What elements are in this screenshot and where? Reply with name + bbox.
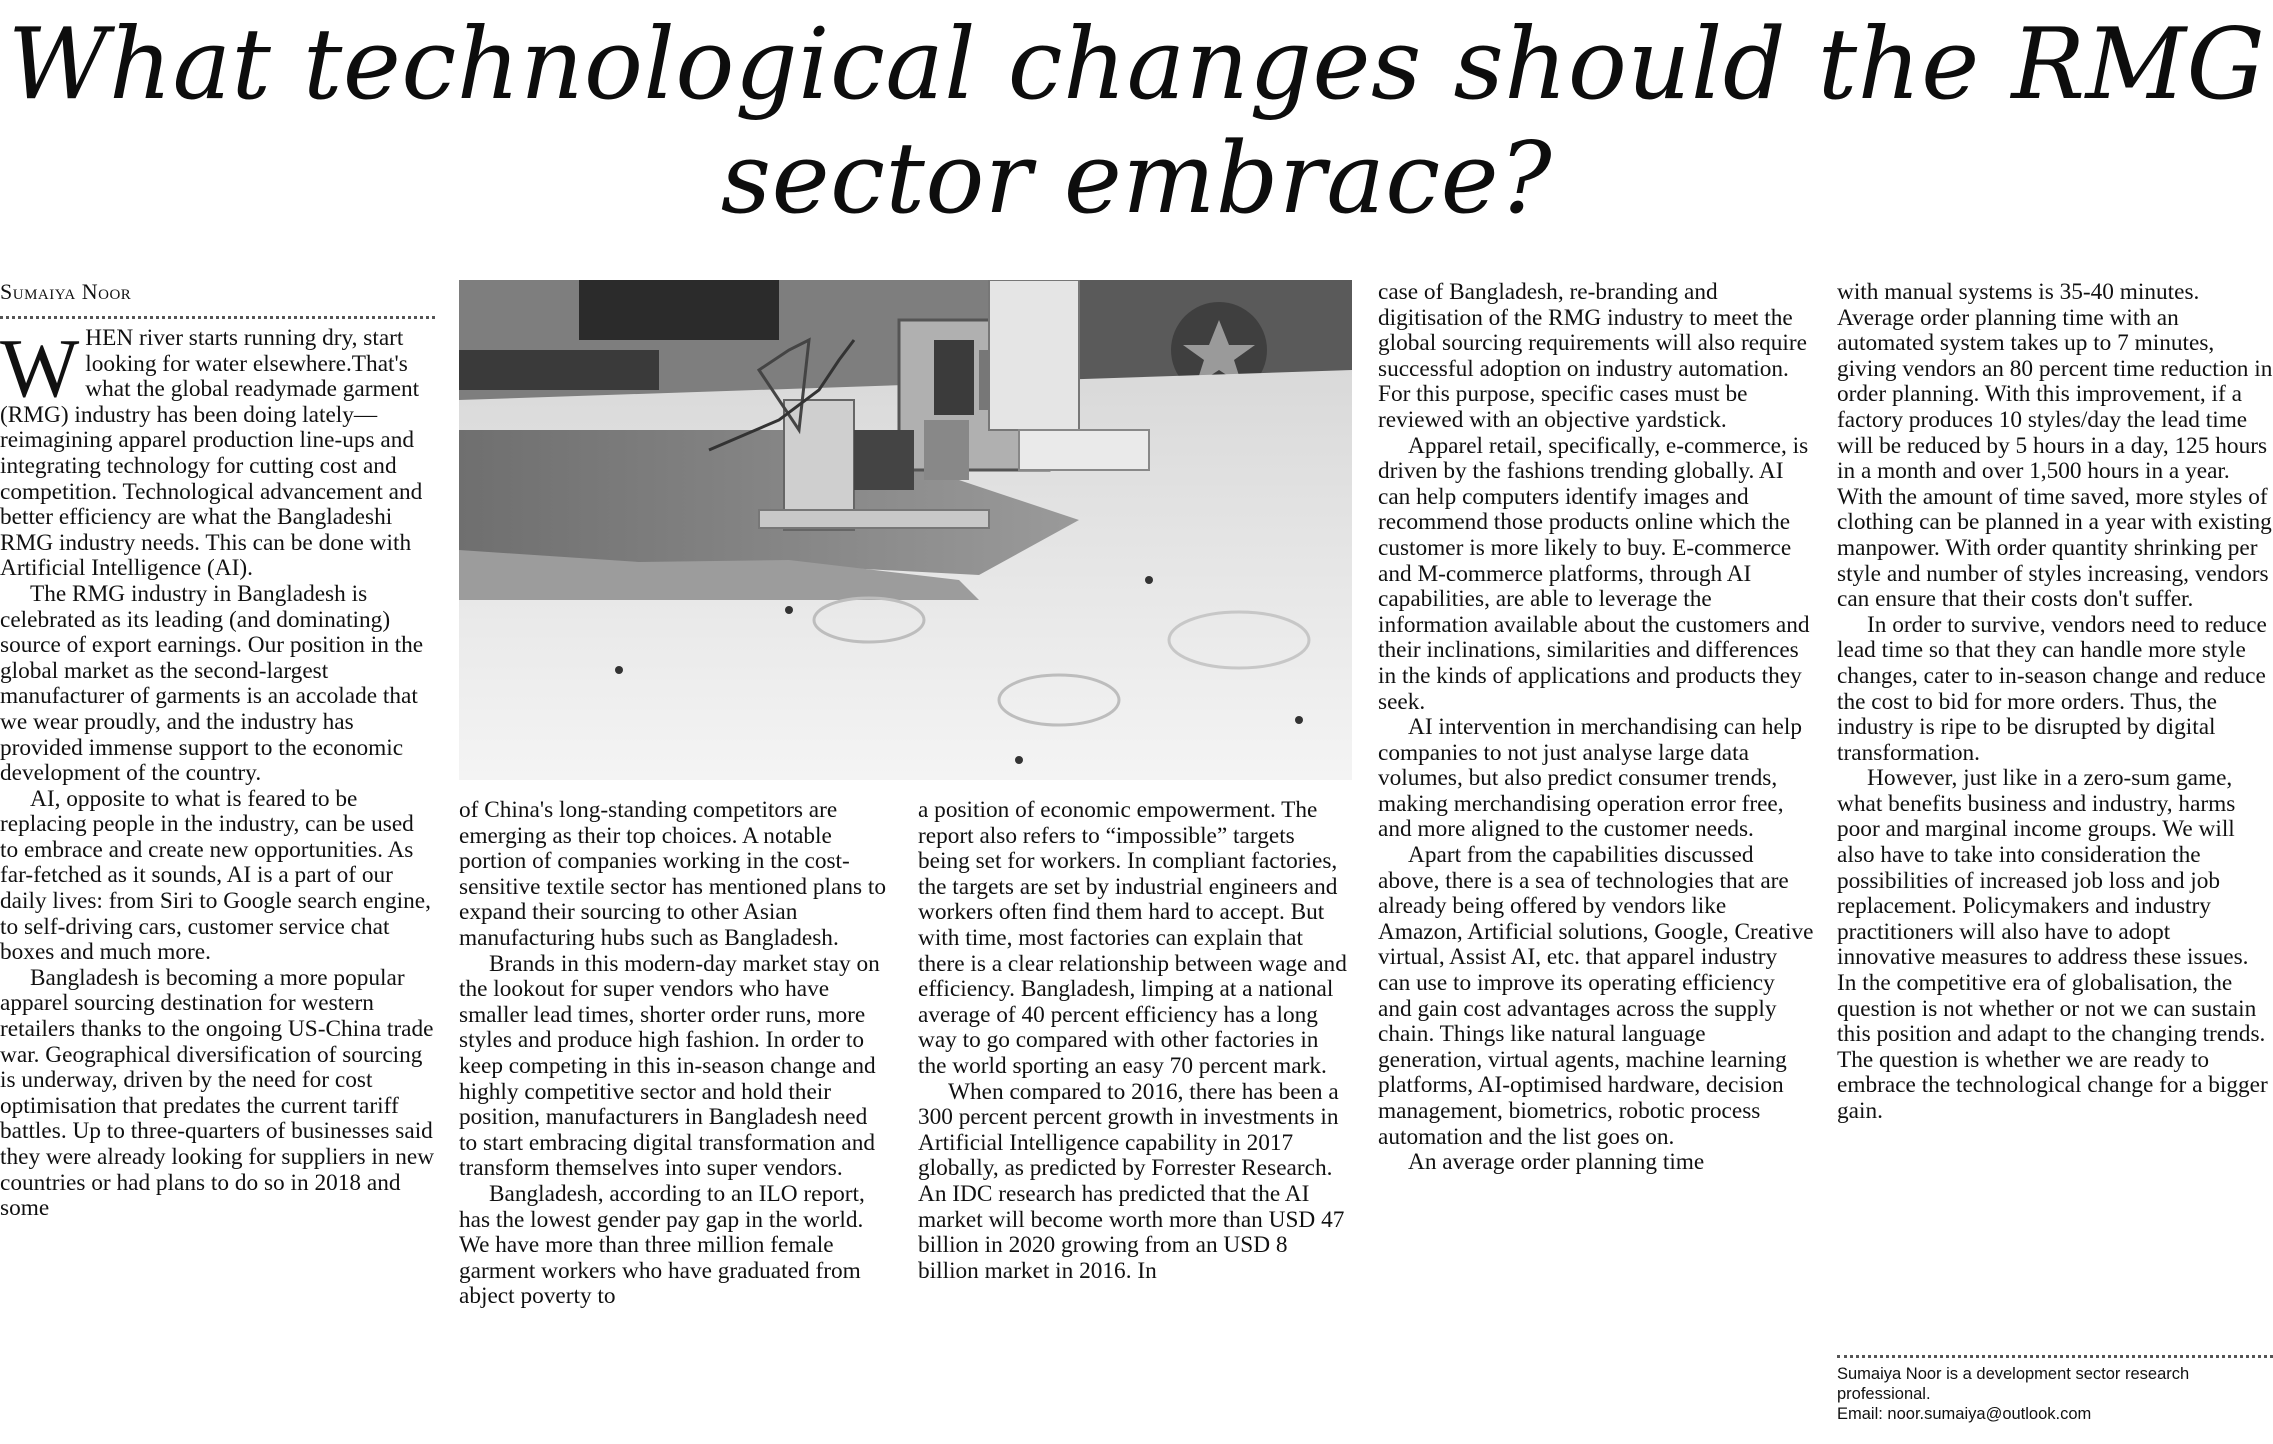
author-email: Email: noor.sumaiya@outlook.com — [1837, 1405, 2092, 1423]
article-column-2 — [459, 798, 891, 1310]
paragraph: The RMG industry in Bangladesh is celebrated as its leading (and dominating) source of export earnings. Our position in the global market as the second-largest manufacturer of garments is an accolade that we wear proudly, and the industry has provided immense support to the economic development of the country. — [0, 580, 424, 787]
paragraph: An average order planning time — [1408, 1149, 1705, 1176]
paragraph: When compared to 2016, there has been a 300 percent percent growth in investments in Artificial Intelligence capability in 2017 globally, as predicted by Forrester Research. An IDC research has predicted that the AI market will become worth more than USD 47 billion in 2020 growing from an USD 8 billion market in 2016. In — [918, 1078, 1345, 1284]
sewing-machine-photo — [459, 280, 1352, 780]
paragraph: Bangladesh, according to an ILO report, has the lowest gender pay gap in the world. We have more than three million female garment workers who have graduated from abject poverty to — [459, 1180, 865, 1310]
paragraph: a position of economic empowerment. The report also refers to “impossible” targets being set for workers. In compliant factories, the targets are set by industrial engineers and workers often find them hard to accept. But with time, most factories can explain that there is a clear relationship between wage and efficiency. Bangladesh, limping at a national average of 40 percent efficiency has a long way to go compared with other factories in the world sporting an easy 70 percent mark. — [918, 797, 1347, 1079]
article-column-4 — [1378, 280, 1814, 1176]
paragraph: Brands in this modern-day market stay on the lookout for super vendors who have smaller lead times, shorter order runs, more styles and produce high fashion. In order to keep competing in this in-season change and highly competitive sector and hold their position, manufacturers in Bangladesh need to start embracing digital transformation and transform themselves into super vendors. — [459, 950, 880, 1182]
author-bio — [1837, 1355, 2273, 1424]
article-column-5 — [1837, 280, 2273, 1125]
paragraph-text: HEN river starts running dry, start looking for water elsewhere.That's what the global readymade garment (RMG) industry has been doing lately—reimagining apparel production line-ups and integrating technology for cutting cost and competition. Technological advancement and better efficiency are what the Bangladeshi RMG industry needs. This can be done with Artificial Intelligence (AI). — [0, 325, 423, 582]
paragraph: Apart from the capabilities discussed above, there is a sea of technologies that are already being offered by vendors like Amazon, Artificial solutions, Google, Creative virtual, Assist AI, etc. that apparel industry can use to improve its operating efficiency and gain cost advantages across the supply chain. Things like natural language generation, virtual agents, machine learning platforms, AI-optimised hardware, decision management, biometrics, robotic process automation and the list goes on. — [1378, 842, 1814, 1150]
paragraph: of China's long-standing competitors are emerging as their top choices. A notable portion of companies working in the cost-sensitive textile sector has mentioned plans to expand their sourcing to other Asian manufacturing hubs such as Bangladesh. — [459, 797, 887, 951]
paragraph: However, just like in a zero-sum game, what benefits business and industry, harms poor and marginal income groups. We will also have to take into consideration the possibilities of increased job loss and job replacement. Policymakers and industry practitioners will also have to adopt innovative measures to address these issues. In the competitive era of globalisation, the question is not whether or not we can sustain this position and adapt to the changing trends. The question is whether we are ready to embrace the technological change for a bigger gain. — [1837, 765, 2268, 1124]
article-column-3 — [918, 798, 1350, 1284]
paragraph: case of Bangladesh, re-branding and digitisation of the RMG industry to meet the global sourcing requirements will also require successful adoption on industry automation. For this purpose, specific cases must be reviewed with an objective yardstick. — [1378, 279, 1807, 433]
paragraph: AI, opposite to what is feared to be replacing people in the industry, can be used to embrace and create new opportunities. As far-fetched as it sounds, AI is a part of our daily lives: from Siri to Google search engine, to self-driving cars, customer service chat boxes and much more. — [0, 785, 431, 966]
paragraph: In order to survive, vendors need to reduce lead time so that they can handle more style changes, cater to in-season change and reduce the cost to bid for more orders. Thus, the industry is ripe to be disrupted by digital transformation. — [1837, 611, 2267, 766]
byline-block — [0, 278, 435, 319]
byline: Sumaiya Noor — [0, 279, 132, 304]
paragraph: AI intervention in merchandising can help companies to not just analyse large data volumes, but also predict consumer trends, making merchandising operation error free, and more aligned to the customer needs. — [1378, 714, 1802, 843]
headline: What technological changes should the RMG sector embrace? — [7, 8, 2266, 236]
author-bio-text: Sumaiya Noor is a development sector research professional. — [1837, 1365, 2190, 1403]
article-column-1 — [0, 322, 435, 1222]
paragraph: with manual systems is 35-40 minutes. Average order planning time with an automated system takes up to 7 minutes, giving vendors an 80 percent time reduction in order planning. With this improvement, if a factory produces 10 styles/day the lead time will be reduced by 5 hours in a day, 125 hours in a month and over 1,500 hours in a year. With the amount of time saved, more styles of clothing can be planned in a year with existing manpower. With order quantity shrinking per style and number of styles increasing, vendors can ensure that their costs don't suffer. — [1837, 279, 2273, 613]
paragraph: Bangladesh is becoming a more popular apparel sourcing destination for western retailers thanks to the ongoing US-China trade war. Geographical diversification of sourcing is underway, driven by the need for cost optimisation that predates the current tariff battles. Up to three-quarters of businesses said they were already looking for suppliers in new countries or had plans to do so in 2018 and some — [0, 964, 435, 1222]
drop-cap: W — [0, 322, 80, 415]
paragraph — [0, 322, 435, 582]
photo-illustration — [459, 280, 1352, 780]
paragraph: Apparel retail, specifically, e-commerce, is driven by the fashions trending globally. AI can help computers identify images and recommend those products online which the customer is more likely to buy. E-commerce and M-commerce platforms, through AI capabilities, are able to leverage the information available about the customers and their inclinations, similarities and differences in the kinds of applications and products they seek. — [1378, 432, 1810, 715]
